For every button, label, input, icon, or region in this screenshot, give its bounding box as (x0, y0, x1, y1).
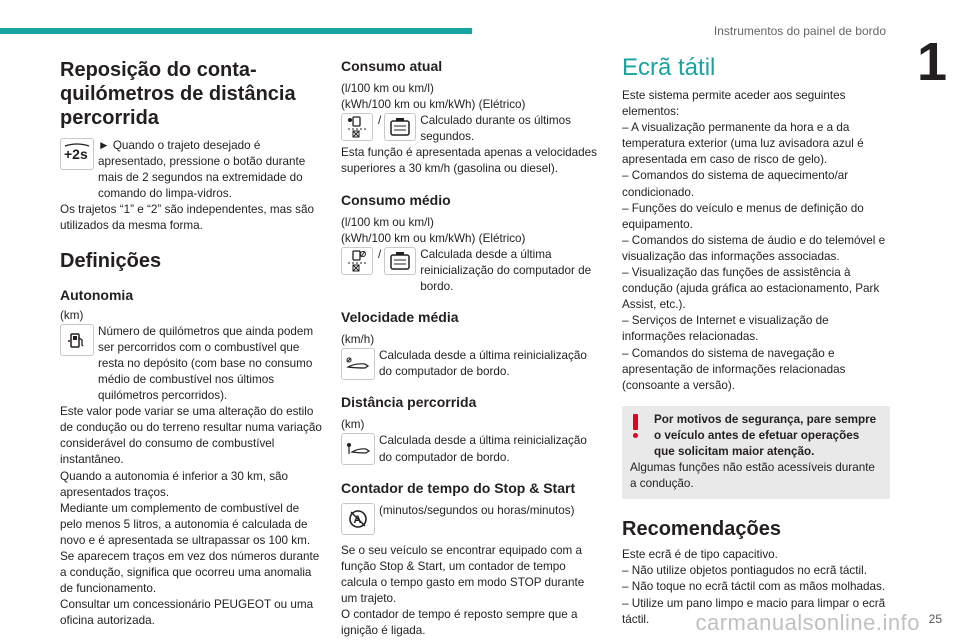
average-speed-icon (341, 348, 375, 380)
list-item: – Comandos do sistema de navegação e apresentação de informações relacionadas (consoante a versão). (622, 346, 846, 392)
list-item: – Serviços de Internet e visualização de informações relacionadas. (622, 314, 829, 344)
recommendations-heading: Recomendações (622, 518, 781, 541)
speed-unit: (km/h) (341, 333, 375, 347)
current-unit-1: (l/100 km ou km/l) (341, 82, 434, 95)
current-text: Calculado durante os últimos segundos. (420, 114, 571, 144)
list-item: – Não toque no ecrã táctil com as mãos molhadas. (622, 580, 886, 594)
reset-text: ► Quando o trajeto desejado é apresentado, pressione o botão durante mais de 2 segundos na extremidade do comando do limpa-vidros. (98, 139, 306, 201)
autonomy-p2: Este valor pode variar se uma alteração do estilo de condução ou do terreno resultar numa variação considerável do consumo de combustível instantâneo. (60, 405, 322, 467)
list-item: – Comandos do sistema de áudio e do telemóvel e visualização das informações associadas. (622, 233, 886, 263)
warning-text: Algumas funções não estão acessíveis durante a condução. (630, 461, 875, 491)
distance-row (341, 433, 601, 465)
speed-text: Calculada desde a última reinicialização do computador de bordo. (379, 349, 587, 379)
list-item: – Comandos do sistema de aquecimento/ar condicionado. (622, 169, 849, 199)
avg-unit-1: (l/100 km ou km/l) (341, 215, 434, 229)
autonomy-p4: Mediante um complemento de combustível de pelo menos 5 litros, a autonomia é calculada de novo e é apresentada se ultrapassar os 100 km. (60, 501, 311, 547)
warning-bold-text: Por motivos de segurança, pare sempre o veículo antes de efetuar operações que solicitam maior atenção. (654, 412, 877, 458)
dist-unit: (km) (341, 418, 365, 432)
autonomy-p3: Quando a autonomia é inferior a 30 km, são apresentados traços. (60, 469, 289, 499)
average-fuel-icon (341, 247, 373, 275)
watermark: carmanualsonline.info (695, 610, 920, 635)
touchscreen-heading: Ecrã tátil (622, 54, 716, 81)
avg-row (341, 247, 601, 295)
list-item: – A visualização permanente da hora e a da temperatura exterior (uma luz avisadora azul é apresentada em caso de risco de gelo). (622, 121, 864, 167)
fuel-consumption-icon (341, 113, 373, 141)
column-left (60, 58, 324, 629)
stop-start-p2: O contador de tempo é reposto sempre que a ignição é ligada. (341, 607, 578, 638)
chapter-number: 1 (904, 40, 960, 84)
autonomy-p5: Se aparecem traços em vez dos números durante a condução, significa que ocorreu uma anomalia de funcionamento. (60, 549, 320, 596)
header-accent-bar (0, 28, 472, 34)
page-number: 25 (928, 612, 942, 626)
column-right (622, 54, 890, 628)
avg-unit-2: (kWh/100 km ou km/kWh) (Elétrico) (341, 231, 526, 245)
definitions-heading: Definições (60, 249, 162, 272)
slash-separator: / (378, 114, 382, 128)
running-header: Instrumentos do painel de bordo (713, 24, 886, 38)
stop-start-p1: Se o seu veículo se encontrar equipado com a função Stop & Start, um contador de tempo calcula o tempo gasto em modo STOP durante um trajeto. (341, 543, 585, 605)
average-consumption-heading: Consumo médio (341, 191, 451, 208)
warning-icon (630, 414, 640, 440)
stop-start-unit: (minutos/segundos ou horas/minutos) (379, 503, 575, 517)
speed-row (341, 348, 601, 380)
current-row (341, 113, 601, 145)
list-item: – Utilize um pano limpo e macio para limpar o ecrã táctil. (622, 596, 886, 626)
list-item: – Funções do veículo e menus de definição do equipamento. (622, 201, 864, 231)
stop-start-heading: Contador de tempo do Stop & Start (341, 479, 576, 496)
autonomy-p6: Consultar um concessionário PEUGEOT ou uma oficina autorizada. (60, 598, 314, 628)
autonomy-text: Número de quilómetros que ainda podem ser percorridos com o combustível que resta no depósito (com base no consumo médio de combustível nos últimos quilómetros percorridos). (98, 324, 314, 403)
slash-separator: / (378, 247, 382, 261)
battery-consumption-icon (384, 113, 416, 141)
current-unit-2: (kWh/100 km ou km/kWh) (Elétrico) (341, 98, 526, 112)
reset-text-2: Os trajetos “1” e “2” são independentes, mas são utilizados da mesma forma. (60, 203, 315, 233)
autonomy-row (60, 324, 324, 404)
column-middle (341, 58, 601, 639)
list-item: – Visualização das funções de assistência à condução (ajuda gráfica ao estacionamento, Park Assist, etc.). (622, 266, 880, 312)
current-p2: Esta função é apresentada apenas a velocidades superiores a 30 km/h (gasolina ou diesel). (341, 146, 598, 176)
autonomy-unit: (km) (60, 308, 84, 322)
reset-heading: Reposição do conta-quilómetros de distância percorrida (60, 59, 296, 129)
average-battery-icon (384, 247, 416, 275)
list-item: – Não utilize objetos pontiagudos no ecrã táctil. (622, 564, 867, 578)
autonomy-heading: Autonomia (60, 286, 134, 303)
current-consumption-heading: Consumo atual (341, 58, 443, 74)
distance-text: Calculada desde a última reinicialização do computador de bordo. (379, 434, 587, 464)
distance-icon (341, 433, 375, 465)
distance-heading: Distância percorrida (341, 394, 477, 411)
stop-start-icon (341, 503, 375, 535)
safety-warning-box (622, 406, 890, 499)
avg-text: Calculada desde a última reinicialização do computador de bordo. (420, 247, 592, 293)
touchscreen-intro: Este sistema permite aceder aos seguintes elementos: (622, 89, 846, 119)
reset-row (60, 138, 324, 202)
average-speed-heading: Velocidade média (341, 309, 459, 326)
fuel-pump-icon (60, 324, 94, 356)
svg-text:+2s: +2s (64, 146, 88, 162)
trip-2-icon (60, 138, 94, 170)
svg-text:A: A (353, 513, 362, 526)
rec-intro: Este ecrã é de tipo capacitivo. (622, 548, 778, 562)
stop-start-row (341, 503, 601, 535)
